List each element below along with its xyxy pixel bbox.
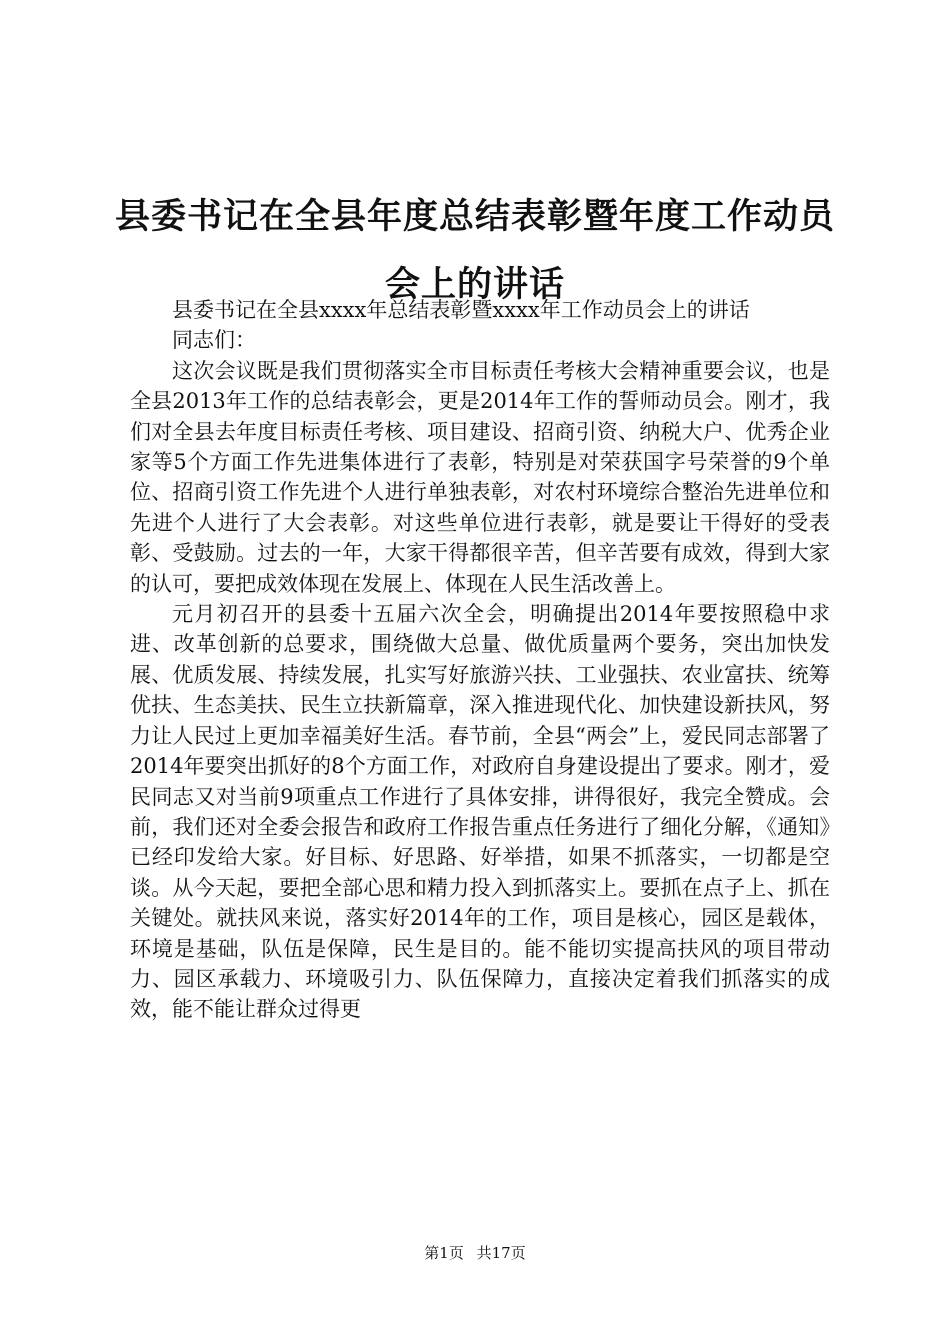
document-body: [130, 295, 830, 1025]
body-paragraph: 这次会议既是我们贯彻落实全市目标责任考核大会精神重要会议，也是全县2013年工作的总结表彰会，更是2014年工作的誓师动员会。刚才，我们对全县去年度目标责任考核、项目建设、招商引资、纳税大户、优秀企业家等5个方面工作先进集体进行了表彰，特别是对荣获国字号荣誉的9个单位、招商引资工作先进个人进行单独表彰，对农村环境综合整治先进单位和先进个人进行了大会表彰。对这些单位进行表彰，就是要让干得好的受表彰、受鼓励。过去的一年，大家干得都很辛苦，但辛苦要有成效，得到大家的认可，要把成效体现在发展上、体现在人民生活改善上。: [130, 358, 830, 596]
subtitle-paragraph: 县委书记在全县xxxx年总结表彰暨xxxx年工作动员会上的讲话: [172, 298, 750, 322]
title-line-2: 会上的讲话: [384, 265, 565, 306]
page-number: 第1页: [424, 1244, 464, 1262]
salutation-paragraph: 同志们：: [172, 328, 256, 353]
title-line-1: 县委书记在全县年度总结表彰暨年度工作动员: [114, 197, 835, 238]
page-footer: [0, 1243, 950, 1263]
page-total: 共17页: [476, 1244, 526, 1262]
body-paragraph: 元月初召开的县委十五届六次全会，明确提出2014年要按照稳中求进、改革创新的总要求，围绕做大总量、做优质量两个要务，突出加快发展、优质发展、持续发展，扎实写好旅游兴扶、工业强扶、农业富扶、统筹优扶、生态美扶、民生立扶新篇章，深入推进现代化、加快建设新扶风，努力让人民过上更加幸福美好生活。春节前，全县“两会”上，爱民同志部署了2014年要突出抓好的8个方面工作，对政府自身建设提出了要求。刚才，爱民同志又对当前9项重点工作进行了具体安排，讲得很好，我完全赞成。会前，我们还对全委会报告和政府工作报告重点任务进行了细化分解，《通知》已经印发给大家。好目标、好思路、好举措，如果不抓落实，一切都是空谈。从今天起，要把全部心思和精力投入到抓落实上。要抓在点子上、抓在关键处。就扶风来说，落实好2014年的工作，项目是核心，园区是载体，环境是基础，队伍是保障，民生是目的。能不能切实提高扶风的项目带动力、园区承载力、环境吸引力、队伍保障力，直接决定着我们抓落实的成效，能不能让群众过得更: [130, 602, 830, 1022]
